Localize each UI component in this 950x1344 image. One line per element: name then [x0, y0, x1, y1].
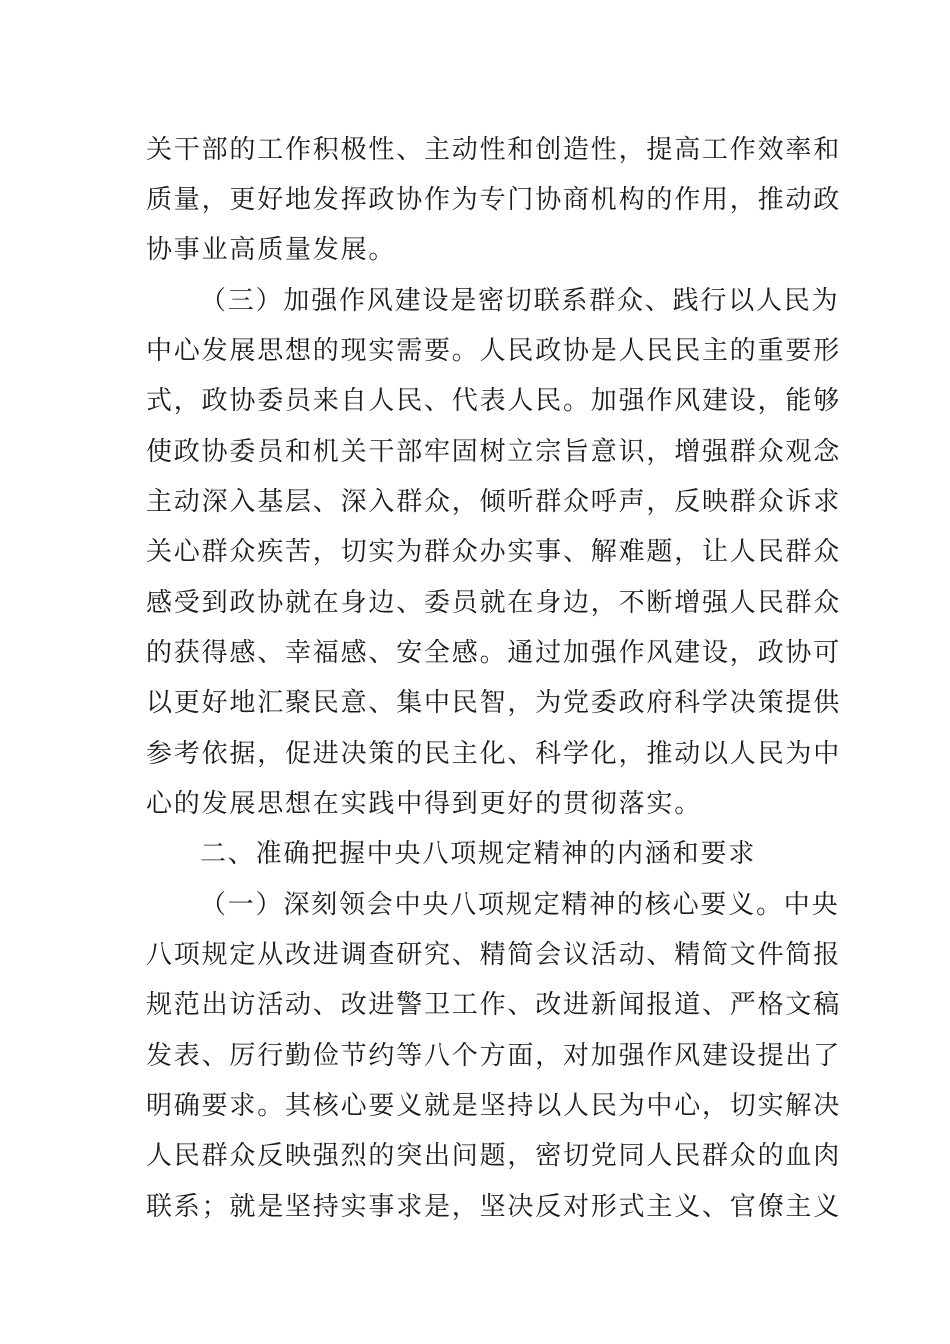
text-line: 主动深入基层、深入群众，倾听群众呼声，反映群众诉求 — [146, 487, 842, 517]
text-line: 式，政协委员来自人民、代表人民。加强作风建设，能够 — [146, 386, 842, 416]
text-line: 规范出访活动、改进警卫工作、改进新闻报道、严格文稿 — [146, 990, 842, 1020]
text-line: 质量，更好地发挥政协作为专门协商机构的作用，推动政 — [146, 185, 842, 215]
text-line: 参考依据，促进决策的民主化、科学化，推动以人民为中 — [146, 739, 842, 769]
text-line: 协事业高质量发展。 — [146, 235, 397, 265]
text-line: 明确要求。其核心要义就是坚持以人民为中心，切实解决 — [146, 1091, 842, 1121]
text-line: 人民群众反映强烈的突出问题，密切党同人民群众的血肉 — [146, 1141, 842, 1171]
chapter-heading: 二、准确把握中央八项规定精神的内涵和要求 — [200, 839, 757, 869]
text-line: 心的发展思想在实践中得到更好的贯彻落实。 — [146, 789, 703, 819]
text-line: 感受到政协就在身边、委员就在身边，不断增强人民群众 — [146, 588, 842, 618]
text-line: 中心发展思想的现实需要。人民政协是人民民主的重要形 — [146, 336, 842, 366]
text-line: 八项规定从改进调查研究、精简会议活动、精简文件简报 — [146, 940, 842, 970]
text-line: 关心群众疾苦，切实为群众办实事、解难题，让人民群众 — [146, 537, 842, 567]
section-heading-line: （三）加强作风建设是密切联系群众、践行以人民为 — [200, 286, 840, 316]
text-line: 关干部的工作积极性、主动性和创造性，提高工作效率和 — [146, 135, 842, 165]
text-line: 使政协委员和机关干部牢固树立宗旨意识，增强群众观念 — [146, 437, 842, 467]
text-line: 发表、厉行勤俭节约等八个方面，对加强作风建设提出了 — [146, 1041, 842, 1071]
section-heading-line: （一）深刻领会中央八项规定精神的核心要义。中央 — [200, 890, 840, 920]
text-line: 联系；就是坚持实事求是，坚决反对形式主义、官僚主义 — [146, 1192, 842, 1222]
text-line: 的获得感、幸福感、安全感。通过加强作风建设，政协可 — [146, 638, 842, 668]
text-line: 以更好地汇聚民意、集中民智，为党委政府科学决策提供 — [146, 688, 842, 718]
